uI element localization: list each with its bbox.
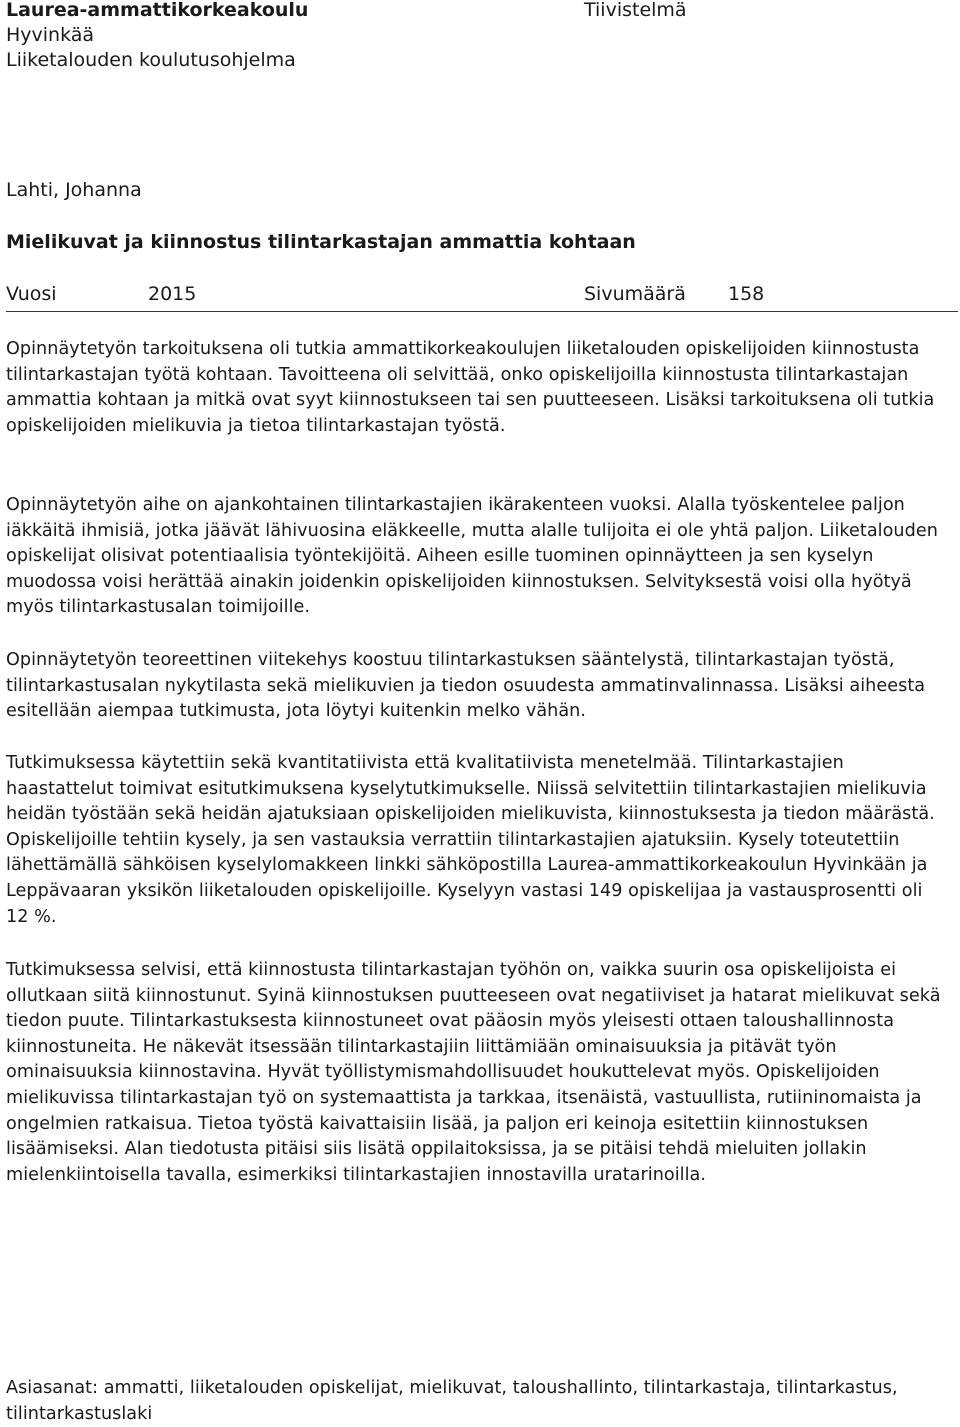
abstract-paragraph-5: Tutkimuksessa selvisi, että kiinnostusta tilintarkastajan työhön on, vaikka suurin osa opiskelijoista ei ollutkaan siitä kiinnostunut. Syinä kiinnostuksen puutteeseen ovat negatiiviset ja hatarat mielikuvat sekä tiedon puute. Tilintarkastuksesta kiinnostuneet ovat pääosin myös yleisesti ottaen taloushallinnosta kiinnostuneita. He näkevät itsessään tilintarkastajiin liittämiään ominaisuuksia ja pitävät työn ominaisuuksia kiinnostavina. Hyvät työllistymismahdollisuudet houkuttelevat myös. Opiskelijoiden mielikuvissa tilintarkastajan työ on systemaattista ja tarkkaa, itsenäistä, vastuullista, rutiininomaista ja ongelmien ratkaisua. Tietoa työstä kaivattaisiin lisää, ja paljon eri keinoja esitettiin kiinnostuksen lisäämiseksi. Alan tiedotusta pitäisi siis lisätä oppilaitoksissa, ja se pitäisi tehdä mieluiten jollakin mielenkiintoisella tavalla, esimerkiksi tilintarkastajien innostavilla uratarinoilla.	[6, 960, 941, 1185]
campus-name: Hyvinkää	[6, 24, 95, 46]
institution-name: Laurea-ammattikorkeakoulu	[6, 0, 309, 21]
programme-name: Liiketalouden koulutusohjelma	[6, 49, 296, 71]
author-name: Lahti, Johanna	[6, 179, 142, 201]
document-type: Tiivistelmä	[584, 0, 687, 21]
abstract-paragraph-1: Opinnäytetyön tarkoituksena oli tutkia ammattikorkeakoulujen liiketalouden opiskelijoiden kiinnostusta tilintarkastajan työtä kohtaan. Tavoitteena oli selvittää, onko opiskelijoilla kiinnostusta tilintarkastajan ammattia kohtaan ja mitkä ovat syyt kiinnostukseen tai sen puutteeseen. Lisäksi tarkoituksena oli tutkia opiskelijoiden mielikuvia ja tietoa tilintarkastajan työstä.	[6, 339, 935, 436]
pages-value: 158	[728, 283, 765, 305]
year-label: Vuosi	[6, 283, 57, 305]
abstract-paragraph-4: Tutkimuksessa käytettiin sekä kvantitatiivista että kvalitatiivista menetelmää. Tilintarkastajien haastattelut toimivat esitutkimuksena kyselytutkimukselle. Niissä selvitettiin tilintarkastajien mielikuvia heidän työstään sekä heidän ajatuksiaan opiskelijoiden mielikuvista, kiinnostuksesta ja tiedon määrästä. Opiskelijoille tehtiin kysely, ja sen vastauksia verrattiin tilintarkastajien ajatuksiin. Kysely toteutettiin lähettämällä sähköisen kyselylomakkeen linkki sähköpostilla Laurea-ammattikorkeakoulun Hyvinkään ja Leppävaaran yksikön liiketalouden opiskelijoille. Kyselyyn vastasi 149 opiskelijaa ja vastausprosentti oli 12 %.	[6, 753, 935, 927]
abstract-paragraph-3: Opinnäytetyön teoreettinen viitekehys koostuu tilintarkastuksen sääntelystä, tilintarkastajan työstä, tilintarkastusalan nykytilasta sekä mielikuvien ja tiedon osuudesta ammatinvalinnassa. Lisäksi aiheesta esitellään aiempaa tutkimusta, jota löytyi kuitenkin melko vähän.	[6, 650, 926, 722]
divider-line	[6, 311, 958, 312]
year-value: 2015	[148, 283, 197, 305]
abstract-paragraph-2: Opinnäytetyön aihe on ajankohtainen tilintarkastajien ikärakenteen vuoksi. Alalla työskentelee paljon iäkkäitä ihmisiä, jotka jäävät lähivuosina eläkkeelle, mutta alalle tulijoita ei ole yhtä paljon. Liiketalouden opiskelijat olisivat potentiaalisia työntekijöitä. Aiheen esille tuominen opinnäytteen ja sen kyselyn muodossa voisi herättää ainakin joidenkin opiskelijoiden kiinnostuksen. Selvityksestä voisi olla hyötyä myös tilintarkastusalan toimijoille.	[6, 495, 938, 618]
keywords: Asiasanat: ammatti, liiketalouden opiskelijat, mielikuvat, taloushallinto, tilintarkastaja, tilintarkastus, tilintarkastuslaki	[6, 1378, 898, 1424]
thesis-title: Mielikuvat ja kiinnostus tilintarkastajan ammattia kohtaan	[6, 231, 636, 253]
pages-label: Sivumäärä	[584, 283, 686, 305]
